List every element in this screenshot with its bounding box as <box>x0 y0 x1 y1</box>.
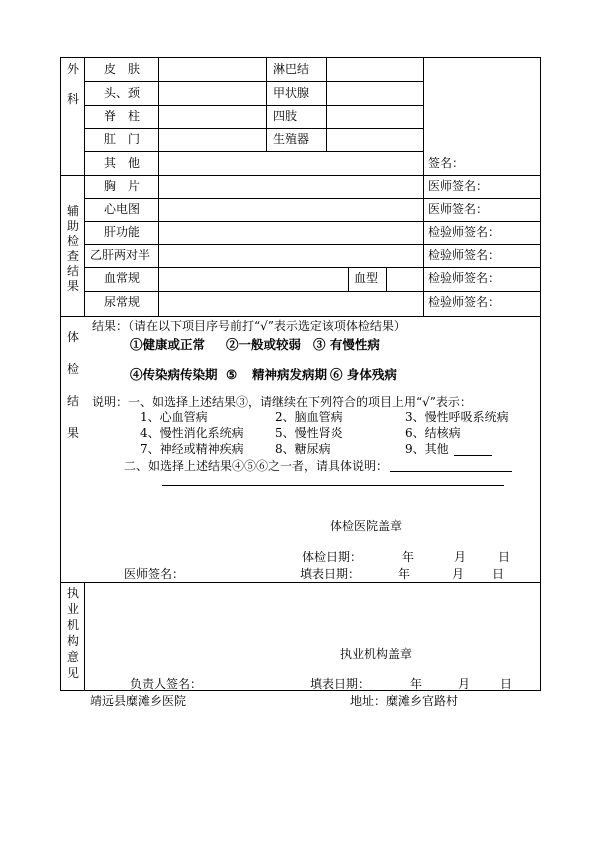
aux-item-liver: 肝功能 <box>104 225 141 239</box>
col-divider <box>158 175 159 316</box>
exam-date-year: 年 <box>402 550 415 564</box>
exam-result-intro: 结果：（请在以下项目序号前打“√”表示选定该项体检结果） <box>92 319 406 333</box>
other-blank-line[interactable] <box>454 455 492 456</box>
col-divider <box>326 57 327 152</box>
inst-label-char: 构 <box>66 634 79 648</box>
option-mental[interactable]: 精神病发病期 <box>252 367 328 382</box>
option-infectious[interactable]: ④传染病传染期 <box>130 367 218 382</box>
surgery-item-limbs: 四肢 <box>273 109 298 123</box>
exam-note-intro: 说明：一、如选择上述结果③，请继续在下列符合的项目上用“√”表示： <box>92 395 472 409</box>
col-divider <box>423 57 424 175</box>
option-weak[interactable]: ②一般或较弱 <box>226 337 302 352</box>
table-top-border <box>60 57 541 58</box>
disease-item[interactable]: 2、脑血管病 <box>275 410 343 424</box>
exam-hospital-stamp: 体检医院盖章 <box>330 519 403 533</box>
aux-item-ecg: 心电图 <box>104 202 141 216</box>
label-column-divider <box>84 57 85 316</box>
disease-item[interactable]: 4、慢性消化系统病 <box>140 426 244 440</box>
option-healthy[interactable]: ①健康或正常 <box>130 337 206 352</box>
inst-label-char: 执 <box>66 586 79 600</box>
surgery-item-lymph: 淋巴结 <box>273 62 310 76</box>
exam-label-char: 果 <box>66 426 79 440</box>
disease-item[interactable]: 7、神经或精神疾病 <box>140 442 244 456</box>
aux-item-blood: 血常规 <box>104 271 141 285</box>
row-divider <box>84 291 541 292</box>
section-divider <box>60 175 541 176</box>
aux-label-char: 结 <box>66 264 79 278</box>
inst-fill-day: 日 <box>500 677 513 691</box>
surgery-item-anus: 肛 门 <box>104 132 141 146</box>
row-divider <box>84 198 541 199</box>
aux-sign-lab: 检验师签名： <box>428 271 501 285</box>
surgery-item-genital: 生殖器 <box>273 132 310 146</box>
aux-label-char: 查 <box>66 249 79 263</box>
inst-label-char: 机 <box>66 618 79 632</box>
col-divider <box>266 57 267 152</box>
col-divider <box>423 175 424 316</box>
exam-fill-year: 年 <box>398 567 411 581</box>
aux-label-char: 助 <box>66 219 79 233</box>
explain-blank-line[interactable] <box>390 471 512 472</box>
inst-fill-year: 年 <box>410 677 423 691</box>
option-disabled[interactable]: ⑥ 身体残病 <box>330 367 397 382</box>
exam-label-char: 体 <box>66 330 79 344</box>
disease-item[interactable]: 5、慢性肾炎 <box>275 426 343 440</box>
aux-item-chest-xray: 胸 片 <box>104 179 141 193</box>
exam-fill-day: 日 <box>492 567 505 581</box>
row-divider <box>84 81 424 82</box>
footer-address: 地址：糜滩乡官路村 <box>350 694 459 708</box>
aux-item-blood-type: 血型 <box>354 271 379 285</box>
exam-label-char: 结 <box>66 394 79 408</box>
col-divider <box>386 267 387 291</box>
inst-fill-date-label: 填表日期： <box>310 677 371 691</box>
row-divider <box>84 105 424 106</box>
table-right-border <box>540 57 541 691</box>
row-divider <box>84 221 541 222</box>
exam-fill-date-label: 填表日期： <box>300 567 361 581</box>
table-left-border <box>60 57 61 691</box>
surgery-item-other: 其 他 <box>104 156 141 170</box>
disease-item[interactable]: 6、结核病 <box>405 426 461 440</box>
aux-sign-doctor: 医师签名： <box>428 202 489 216</box>
disease-item[interactable]: 1、心血管病 <box>140 410 208 424</box>
aux-sign-doctor: 医师签名： <box>428 179 489 193</box>
row-divider <box>84 244 541 245</box>
inst-label-char: 见 <box>66 666 79 680</box>
row-divider <box>84 128 424 129</box>
exam-label-char: 检 <box>66 362 79 376</box>
row-divider <box>84 267 541 268</box>
surgery-label-char: 外 <box>66 62 79 76</box>
aux-item-urine: 尿常规 <box>104 295 141 309</box>
section-divider <box>60 316 541 317</box>
surgery-item-skin: 皮 肤 <box>104 62 141 76</box>
aux-item-hepb: 乙肝两对半 <box>90 248 151 262</box>
exam-date-day: 日 <box>498 550 511 564</box>
row-divider <box>84 151 424 152</box>
aux-sign-lab: 检验师签名： <box>428 248 501 262</box>
exam-doctor-sign: 医师签名： <box>124 567 185 581</box>
inst-label-char: 意 <box>66 650 79 664</box>
aux-label-char: 检 <box>66 234 79 248</box>
disease-item[interactable]: 8、糖尿病 <box>275 442 331 456</box>
explain-blank-line[interactable] <box>162 485 504 486</box>
disease-item[interactable]: 9、其他 <box>405 442 449 456</box>
option-chronic[interactable]: ③ 有慢性病 <box>313 337 380 352</box>
label-column-divider <box>84 582 85 690</box>
inst-fill-month: 月 <box>458 677 471 691</box>
responsible-sign: 负责人签名： <box>130 677 203 691</box>
exam-date-month: 月 <box>454 550 467 564</box>
section-divider <box>60 582 541 583</box>
surgery-item-head-neck: 头、颈 <box>104 86 141 100</box>
surgery-signature-label: 签名： <box>428 156 465 170</box>
surgery-item-spine: 脊 柱 <box>104 109 141 123</box>
aux-label-char: 果 <box>66 279 79 293</box>
exam-date-label: 体检日期： <box>302 550 363 564</box>
surgery-label-char: 科 <box>66 92 79 106</box>
surgery-item-thyroid: 甲状腺 <box>273 86 310 100</box>
option-five-marker[interactable]: ⑤ <box>226 367 238 382</box>
inst-label-char: 业 <box>66 602 79 616</box>
institution-stamp: 执业机构盖章 <box>340 647 413 661</box>
aux-label-char: 辅 <box>66 204 79 218</box>
disease-item[interactable]: 3、慢性呼吸系统病 <box>405 410 509 424</box>
col-divider <box>158 57 159 175</box>
aux-sign-lab: 检验师签名： <box>428 295 501 309</box>
aux-sign-lab: 检验师签名： <box>428 225 501 239</box>
footer-hospital: 靖远县糜滩乡医院 <box>90 694 187 708</box>
exam-note-two: 二、如选择上述结果④⑤⑥之一者，请具体说明： <box>124 459 389 473</box>
exam-fill-month: 月 <box>452 567 465 581</box>
col-divider <box>348 267 349 291</box>
